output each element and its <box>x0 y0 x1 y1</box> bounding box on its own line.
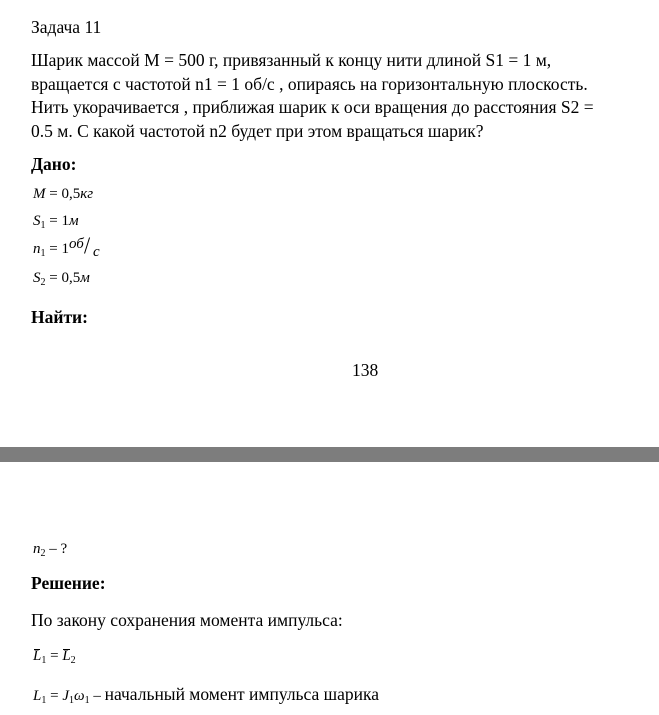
problem-line: 0.5 м. С какой частотой n2 будет при этом вращаться шарик? <box>31 120 484 141</box>
page-break-divider <box>0 447 659 462</box>
problem-line: вращается с частотой n1 = 1 об/с , опираясь на горизонтальную плоскость. <box>31 73 588 94</box>
problem-line: Нить укорачивается , приближая шарик к оси вращения до расстояния S2 = <box>31 97 594 117</box>
initial-momentum-text: начальный момент импульса шарика <box>104 684 380 704</box>
solution-heading: Решение: <box>31 573 106 593</box>
given-length-2: $S_2 = 0,5м$ <box>33 270 90 288</box>
initial-momentum-line <box>33 683 379 706</box>
given-mass: M = 0,5кг <box>33 186 94 202</box>
page-number: 138 <box>352 360 379 380</box>
unit-fraction: об / с <box>68 231 100 260</box>
find-item: $n_2$ – ? <box>33 541 68 559</box>
problem-statement <box>31 49 643 143</box>
law-statement: По закону сохранения момента импульса: <box>31 610 343 630</box>
conservation-equation: $L_1 = L_2$ <box>33 648 76 666</box>
given-heading: Дано: <box>31 154 77 174</box>
find-heading: Найти: <box>31 307 88 327</box>
given-frequency-1: $n_1 = 1$ об / с <box>33 239 103 259</box>
problem-line: Шарик массой М = 500 г, привязанный к концу нити длиной S1 = 1 м, <box>31 50 552 70</box>
given-length-1: $S_1 = 1м$ <box>33 213 79 231</box>
task-title: Задача 11 <box>31 17 102 37</box>
initial-momentum-formula: $L_1 = J_1\omega_1$ – <box>33 688 105 706</box>
